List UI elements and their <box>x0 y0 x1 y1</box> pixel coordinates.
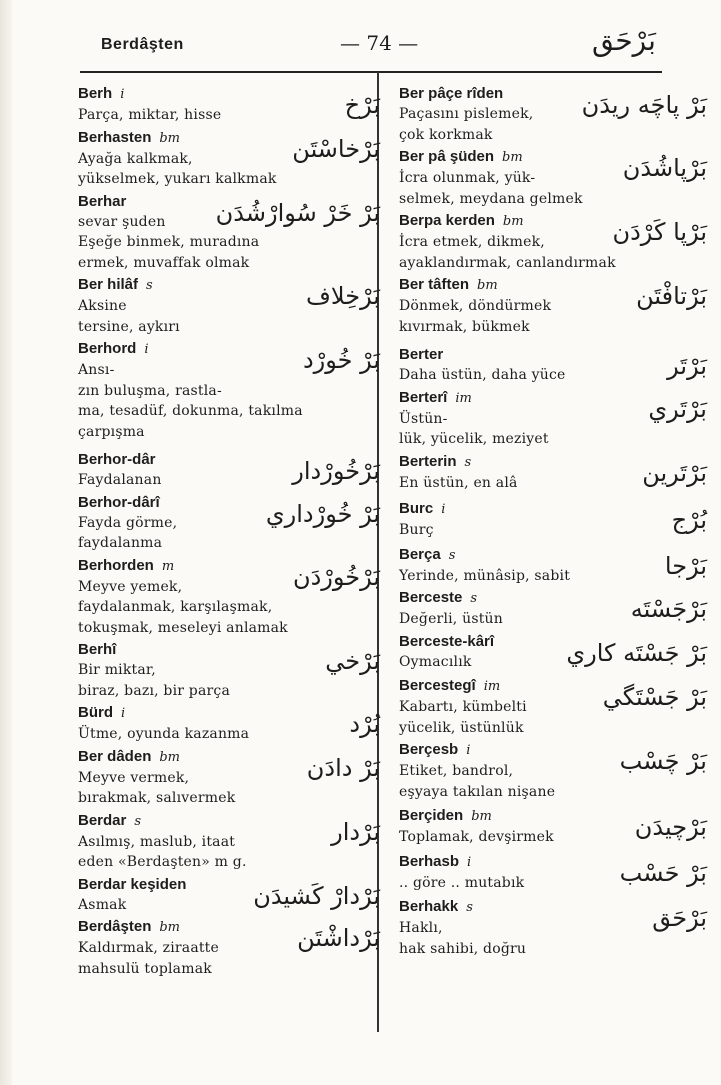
entry-headword <box>399 806 585 827</box>
dictionary-entry <box>78 192 380 274</box>
entry-definition <box>399 409 585 450</box>
arabic-headword: بَرْخي <box>325 647 380 675</box>
entry-definition <box>78 105 268 126</box>
headword-text: Ber pâ şüden <box>399 148 495 165</box>
headword-text: Berhakk <box>399 898 459 915</box>
arabic-headword: بَرْ خَرْ سُوارْشُدَن <box>215 198 380 227</box>
dictionary-entry <box>399 388 707 450</box>
entry-definition <box>399 168 585 209</box>
definition-line: Paçasını pislemek, <box>399 106 534 122</box>
etymology-tag: i <box>441 502 446 517</box>
headword-text: Berdar <box>78 811 127 829</box>
definition-line: Eşeğe binmek, muradına <box>78 234 260 250</box>
headword-text: Berhord <box>78 340 137 357</box>
dictionary-entry <box>399 545 707 587</box>
headword-text: Burc <box>399 500 434 517</box>
headword-text: Berhor-dârî <box>78 493 160 511</box>
etymology-tag: im <box>483 679 501 694</box>
arabic-headword: بَرْ جَسْتَه كاري <box>566 638 707 667</box>
right-column <box>399 84 707 961</box>
headword-text: Berdar keşiden <box>78 875 187 893</box>
definition-line: Ayağa kalkmak, <box>78 150 193 167</box>
arabic-headword: بَرْ پاچَه ريدَن <box>581 91 707 119</box>
definition-line: tersine, aykırı <box>78 318 180 335</box>
entry-headword <box>78 811 268 832</box>
etymology-tag: s <box>448 547 456 563</box>
etymology-tag: s <box>470 591 478 606</box>
entry-headword <box>399 897 585 918</box>
entry-headword <box>399 676 585 697</box>
entry-headword <box>78 556 268 577</box>
dictionary-entry <box>399 84 707 145</box>
dictionary-entry <box>399 499 707 541</box>
definition-line: mahsulü toplamak <box>78 960 212 977</box>
definition-line: Kabartı, kümbelti <box>399 699 527 715</box>
entry-headword <box>399 632 585 652</box>
entry-definition <box>399 918 585 959</box>
entry-headword <box>78 275 268 296</box>
headword-text: Berhî <box>78 641 117 658</box>
etymology-tag: s <box>466 900 473 915</box>
dictionary-entry <box>399 852 707 894</box>
definition-line: çarpışma <box>78 423 145 440</box>
etymology-tag: m <box>161 558 175 574</box>
definition-line: faydalanma <box>78 535 163 551</box>
etymology-tag: bm <box>502 150 523 165</box>
headword-text: Berpa kerden <box>399 212 495 229</box>
definition-line: Değerli, üstün <box>399 611 503 627</box>
headword-text: Berhasten <box>78 128 152 146</box>
dictionary-entry <box>78 811 380 873</box>
entry-headword <box>399 345 585 365</box>
definition-line: kıvırmak, bükmek <box>399 318 530 335</box>
entry-headword <box>78 339 268 360</box>
arabic-headword: بَرْحَق <box>652 904 707 932</box>
entry-headword <box>78 917 268 938</box>
arabic-headword: بَرْ خُورْداري <box>265 499 380 528</box>
arabic-headword: بَرْخ <box>344 91 380 119</box>
arabic-headword: بَرْ چَسْب <box>619 747 707 775</box>
headword-text: Berdâşten <box>78 918 152 935</box>
arabic-headword: بَرْجَسْتَه <box>630 595 707 623</box>
entry-definition <box>399 697 585 738</box>
etymology-tag: s <box>146 278 153 293</box>
definition-line: yükselmek, yukarı kalkmak <box>78 171 277 187</box>
entry-definition <box>78 724 268 745</box>
arabic-headword: بَرْ جَسْتَگي <box>602 683 707 711</box>
dictionary-entry <box>399 740 707 802</box>
definition-line: Bir miktar, <box>78 662 156 678</box>
page-number: — 74 — <box>340 31 419 55</box>
headword-text: Berh <box>78 85 113 102</box>
entry-definition <box>399 652 585 673</box>
headword-text: Berçiden <box>399 807 464 824</box>
dictionary-entry <box>399 452 707 494</box>
entry-headword <box>78 640 268 660</box>
entry-definition <box>399 827 585 848</box>
headword-text: Berhor-dâr <box>78 451 156 468</box>
entry-definition <box>399 104 585 145</box>
headword-text: Berça <box>399 545 441 563</box>
definition-line: tokuşmak, meseleyi anlamak <box>78 619 288 636</box>
definition-line: Parça, miktar, hisse <box>78 107 222 123</box>
dictionary-entry <box>78 917 380 979</box>
definition-line: çok korkmak <box>399 126 493 143</box>
dictionary-entry <box>399 632 707 673</box>
definition-line: En üstün, en alâ <box>399 474 518 491</box>
headword-text: Berterî <box>399 388 448 406</box>
entry-definition <box>399 232 616 273</box>
left-column <box>78 84 380 981</box>
arabic-headword: بَرْخُورْدَن <box>292 562 380 591</box>
definition-line: yücelik, üstünlük <box>399 719 524 736</box>
dictionary-entry <box>78 747 380 809</box>
definition-line: Haklı, <box>399 920 443 936</box>
etymology-tag: bm <box>477 278 498 293</box>
dictionary-entry <box>78 640 380 701</box>
arabic-headword: بَرْخاسْتَن <box>292 134 380 163</box>
entry-headword <box>78 703 268 724</box>
entry-definition <box>399 365 585 386</box>
entry-definition <box>399 609 585 630</box>
entry-definition <box>399 520 585 541</box>
entry-headword <box>78 84 268 105</box>
headword-text: Ber tâften <box>399 276 470 293</box>
etymology-tag: i <box>466 743 471 758</box>
definition-line: Üstün- <box>399 410 448 427</box>
entry-headword <box>399 452 585 473</box>
entry-definition <box>78 149 277 190</box>
dictionary-entry <box>78 84 380 126</box>
running-head: Berdâşten <box>101 36 184 53</box>
arabic-headword: بُرْد <box>349 710 380 738</box>
etymology-tag: s <box>134 813 142 829</box>
definition-line: sevar şuden <box>78 213 166 230</box>
definition-line: Faydalanan <box>78 472 162 488</box>
entry-headword <box>399 852 585 873</box>
page-header <box>0 0 721 75</box>
headword-text: Berceste <box>399 589 463 606</box>
definition-line: ermek, muvaffak olmak <box>78 254 250 271</box>
entry-headword <box>399 499 585 520</box>
headword-text: Ber hilâf <box>78 276 139 293</box>
etymology-tag: bm <box>159 920 181 935</box>
dictionary-entry <box>78 128 380 190</box>
headword-text: Berhasb <box>399 852 460 870</box>
entry-headword <box>399 84 585 104</box>
arabic-headword: بَرْتَر <box>667 352 707 380</box>
headword-text: Berhorden <box>78 556 154 574</box>
definition-line: Aksine <box>78 298 127 314</box>
arabic-headword: بَرْ خُورْد <box>302 346 380 374</box>
header-rule <box>80 71 662 73</box>
headword-text: Ber dâden <box>78 747 152 765</box>
entry-headword <box>78 128 268 149</box>
definition-line: ma, tesadüf, dokunma, takılma <box>78 403 303 419</box>
entry-definition <box>78 470 268 491</box>
entry-definition <box>78 938 268 979</box>
arabic-headword: بَرْتافْتَن <box>636 282 707 310</box>
dictionary-entry <box>78 556 380 639</box>
etymology-tag: i <box>467 854 472 870</box>
definition-line: biraz, bazı, bir parça <box>78 682 230 699</box>
arabic-headword: بَرْ حَسْب <box>619 858 707 887</box>
entry-headword <box>78 875 268 895</box>
definition-line: eşyaya takılan nişane <box>399 783 556 800</box>
definition-line: ayaklandırmak, canlandırmak <box>399 254 616 271</box>
dictionary-entry <box>78 275 380 337</box>
arabic-running-head: بَرْحَق <box>592 24 656 57</box>
headword-text: Berter <box>399 346 444 363</box>
headword-text: Berçesb <box>399 741 459 758</box>
dictionary-entry <box>399 806 707 848</box>
headword-text: Bercestegî <box>399 677 476 694</box>
definition-line: .. göre .. mutabık <box>399 874 525 891</box>
entry-headword <box>399 740 585 761</box>
dictionary-entry <box>78 493 380 554</box>
entry-headword <box>399 545 585 566</box>
arabic-headword: بَرْچيدَن <box>634 813 707 841</box>
entry-definition <box>399 761 585 802</box>
definition-line: Kaldırmak, ziraatte <box>78 940 219 956</box>
arabic-headword: بَرْخِلاف <box>306 282 380 310</box>
definition-line: zın buluşma, rastla- <box>78 382 222 399</box>
dictionary-entry <box>399 211 707 273</box>
etymology-tag: bm <box>159 130 181 146</box>
definition-line: Asılmış, maslub, itaat <box>78 833 236 850</box>
definition-line: Meyve vermek, <box>78 769 190 786</box>
dictionary-entry <box>78 703 380 745</box>
entry-definition <box>78 768 268 809</box>
entry-headword <box>399 211 585 232</box>
definition-line: İcra olunmak, yük- <box>399 170 536 186</box>
definition-line: Toplamak, devşirmek <box>399 829 554 845</box>
headword-text: Berterin <box>399 452 457 470</box>
definition-line: Ütme, oyunda kazanma <box>78 726 250 742</box>
definition-line: Yerinde, münâsip, sabit <box>399 567 571 584</box>
arabic-headword: بَرْدارْ كَشيدَن <box>253 881 380 910</box>
entry-headword <box>78 493 268 513</box>
arabic-headword: بَرْتَري <box>648 394 707 423</box>
definition-line: Daha üstün, daha yüce <box>399 367 566 383</box>
definition-line: bırakmak, salıvermek <box>78 790 236 806</box>
dictionary-entry <box>399 147 707 209</box>
definition-line: Dönmek, döndürmek <box>399 298 552 314</box>
entry-definition <box>78 360 303 442</box>
etymology-tag: bm <box>502 214 524 229</box>
entry-definition <box>399 873 585 894</box>
page-gutter <box>0 0 12 1085</box>
dictionary-entry <box>399 897 707 959</box>
definition-line: Fayda görme, <box>78 514 178 531</box>
definition-line: Meyve yemek, <box>78 578 183 595</box>
entry-definition <box>78 577 288 639</box>
arabic-headword: بَرْ دادَن <box>306 753 380 782</box>
definition-line: lük, yücelik, meziyet <box>399 431 549 447</box>
entry-definition <box>78 513 268 554</box>
dictionary-entry <box>399 676 707 738</box>
entry-definition <box>399 296 585 337</box>
entry-headword <box>399 275 585 296</box>
arabic-headword: بَرْداشْتَن <box>297 924 380 952</box>
definition-line: Ansı- <box>78 362 115 378</box>
dictionary-entry <box>78 339 380 442</box>
etymology-tag: bm <box>159 749 181 765</box>
entry-definition <box>399 566 585 587</box>
entry-definition <box>78 296 268 337</box>
etymology-tag: i <box>121 706 126 721</box>
definition-line: Burç <box>399 522 434 538</box>
entry-headword <box>78 450 268 470</box>
etymology-tag: i <box>144 342 149 357</box>
entry-headword <box>78 747 268 768</box>
definition-line: Etiket, bandrol, <box>399 763 514 779</box>
headword-text: Ber pâçe rîden <box>399 85 504 102</box>
entry-headword <box>399 147 585 168</box>
headword-text: Berceste-kârî <box>399 632 495 650</box>
definition-line: faydalanmak, karşılaşmak, <box>78 599 273 615</box>
definition-line: selmek, meydana gelmek <box>399 190 583 207</box>
etymology-tag: s <box>464 454 472 470</box>
definition-line: İcra etmek, dikmek, <box>399 234 545 250</box>
definition-line: eden «Berdaşten» m g. <box>78 854 247 870</box>
headword-text: Berhar <box>78 192 127 210</box>
definition-line: Oymacılık <box>399 653 472 670</box>
etymology-tag: bm <box>471 809 492 824</box>
entry-definition <box>78 660 268 701</box>
dictionary-entry <box>78 450 380 491</box>
entry-definition <box>78 895 268 916</box>
etymology-tag: i <box>120 87 125 102</box>
arabic-headword: بَرْخُورْدار <box>292 457 380 485</box>
definition-line: Asmak <box>78 896 127 913</box>
etymology-tag: im <box>455 390 472 406</box>
arabic-headword: بَرْجا <box>664 551 707 580</box>
definition-line: hak sahibi, doğru <box>399 940 527 957</box>
dictionary-entry <box>399 345 707 386</box>
arabic-headword: بَرْدار <box>331 817 380 846</box>
arabic-headword: بَرْپاشُدَن <box>622 154 707 182</box>
dictionary-entry <box>399 588 707 630</box>
headword-text: Bürd <box>78 704 113 721</box>
arabic-headword: بَرْپا كَرْدَن <box>612 218 707 246</box>
arabic-headword: بُرْج <box>671 506 707 534</box>
entry-headword <box>399 388 585 409</box>
entry-definition <box>399 473 585 494</box>
entry-headword <box>399 588 585 609</box>
entry-definition <box>78 832 268 873</box>
dictionary-entry <box>78 875 380 916</box>
dictionary-entry <box>399 275 707 337</box>
arabic-headword: بَرْتَرين <box>642 458 707 487</box>
